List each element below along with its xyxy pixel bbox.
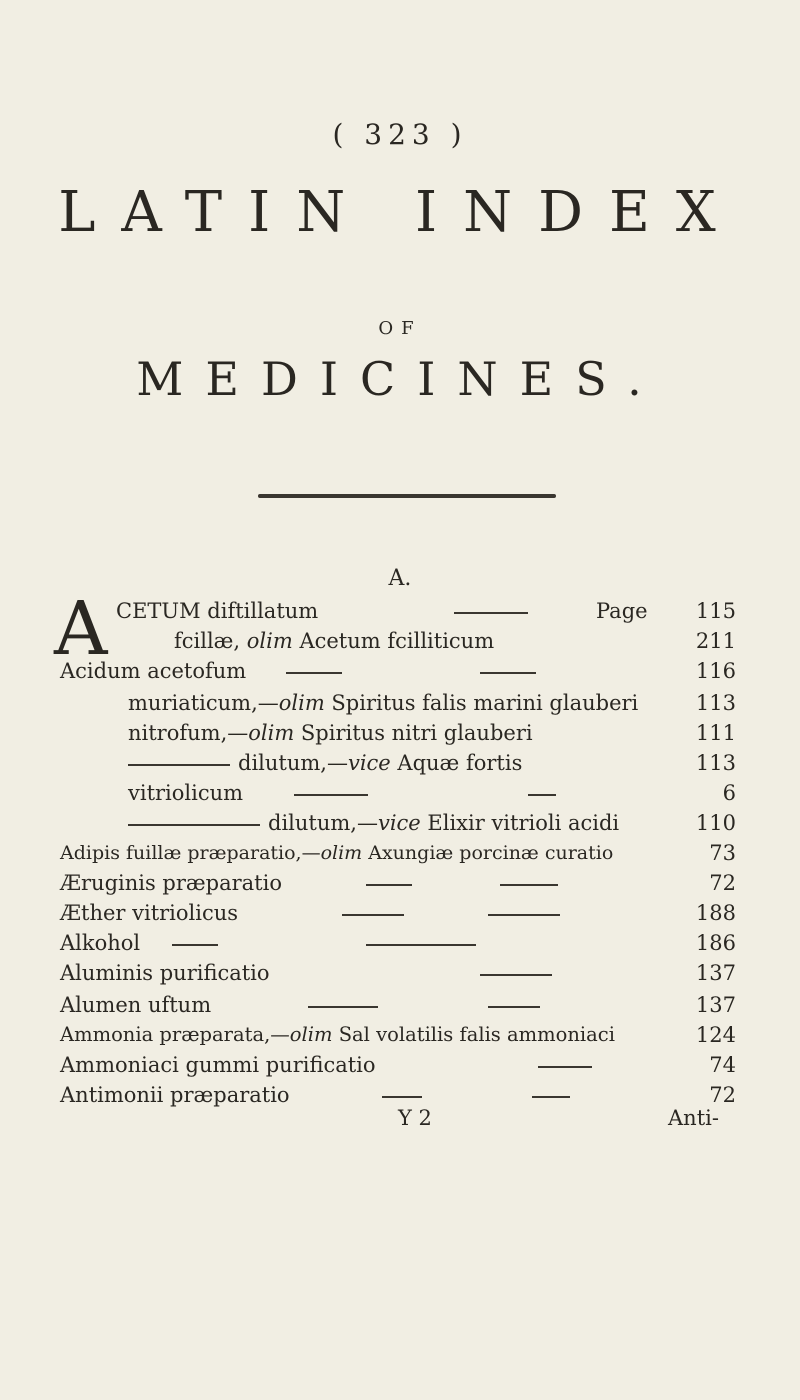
entry-page: 110 [695,811,736,835]
entry-page: 111 [695,721,736,745]
entry-page: 72 [709,871,736,895]
page-number: ( 323 ) [332,118,468,151]
entry-row [174,626,736,656]
leader-dash [366,884,412,886]
leader-dash [528,794,556,796]
entry-page: 211 [695,629,736,653]
leader-dash [382,1096,422,1098]
leader-dash [488,914,560,916]
leader-dash [454,612,528,614]
title-medicines: MEDICINES. [136,352,664,406]
entry-page: 116 [695,659,736,683]
entry-row [60,1020,736,1050]
leader-dash [294,794,368,796]
entry-text: Alkohol [60,931,141,955]
entry-page: 124 [695,1023,736,1047]
leader-dash [172,944,218,946]
leader-dash [480,974,552,976]
title-of: OF [378,318,422,339]
entry-text: muriaticum,—olim Spiritus falis marini glauberi [128,691,639,715]
entry-page: 188 [695,901,736,925]
entry-row [128,778,736,808]
entry-text: Æruginis præparatio [60,871,282,895]
entry-text: CETUM diftillatum [116,599,319,623]
entry-row [60,656,736,686]
leader-dash [500,884,558,886]
entry-page: 6 [722,781,736,805]
entry-page: 113 [695,691,736,715]
leader-dash [488,1006,540,1008]
entry-row [60,838,736,868]
entry-page: 72 [709,1083,736,1107]
entry-page: 73 [709,841,736,865]
entry-text: Acidum acetofum [60,659,247,683]
entry-row [128,748,736,778]
entry-row [60,928,736,958]
entry-page: 115 [695,599,736,623]
leader-dash [538,1066,592,1068]
catchword: Anti- [668,1106,719,1130]
drop-cap: A [54,586,108,672]
entry-text: Ammoniaci gummi purificatio [60,1053,376,1077]
entry-text: nitrofum,—olim Spiritus nitri glauberi [128,721,533,745]
entry-text: Antimonii præparatio [60,1083,290,1107]
entry-row [60,868,736,898]
entry-row [60,898,736,928]
leader-dash [480,672,536,674]
entry-row [116,596,736,626]
section-letter: A. [388,566,412,591]
entry-text: Ammonia præparata,—olim Sal volatilis falis ammoniaci [60,1023,615,1046]
entry-page: 186 [695,931,736,955]
entry-text: dilutum,—vice Elixir vitrioli acidi [268,811,620,835]
leader-dash [128,824,260,826]
entry-row [128,688,736,718]
leader-dash [308,1006,378,1008]
entry-text: Æther vitriolicus [60,901,239,925]
entry-page: 137 [695,961,736,985]
page-label: Page [596,599,648,623]
entry-text: fcillæ, olim Acetum fcilliticum [174,629,495,653]
entry-page: 74 [709,1053,736,1077]
entry-text: Aluminis purificatio [60,961,270,985]
entry-text: Alumen uftum [60,993,212,1017]
leader-dash [366,944,476,946]
leader-dash [342,914,404,916]
title-latin-index: LATIN INDEX [58,180,742,245]
entry-text: vitriolicum [128,781,244,805]
entry-text: dilutum,—vice Aquæ fortis [238,751,523,775]
entry-row [128,718,736,748]
leader-dash [128,764,230,766]
entry-text: Adipis fuillæ præparatio,—olim Axungiæ porcinæ curatio [60,842,614,864]
entry-row [128,808,736,838]
entry-row [60,1050,736,1080]
leader-dash [286,672,342,674]
entry-page: 137 [695,993,736,1017]
entry-row [60,990,736,1020]
signature-mark: Y 2 [398,1106,432,1130]
entry-row [60,958,736,988]
entry-page: 113 [695,751,736,775]
leader-dash [532,1096,570,1098]
